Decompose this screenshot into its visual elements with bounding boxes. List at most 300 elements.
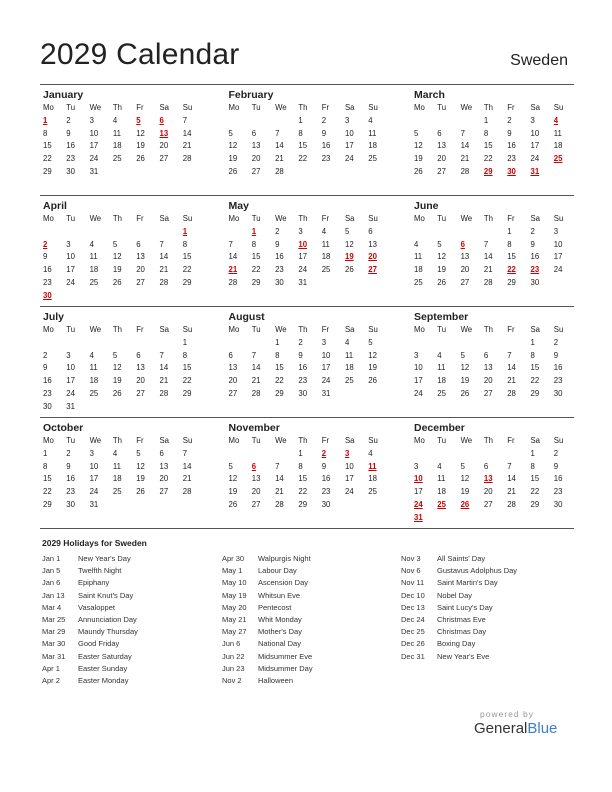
- day-cell: 27: [228, 388, 238, 398]
- weekday-header: Sa: [159, 103, 170, 112]
- day-cell: 8: [530, 350, 535, 360]
- empty-cell: [249, 337, 272, 350]
- day-cell: 12: [414, 141, 423, 151]
- weekday-header: Su: [553, 436, 564, 445]
- holiday-day-cell: 27: [368, 265, 377, 275]
- weekday-header: Su: [182, 436, 193, 445]
- day-cell: 2: [66, 448, 71, 458]
- weekday-header: Tu: [66, 436, 76, 445]
- generalblue-logo[interactable]: [474, 720, 557, 737]
- holiday-date: May 21: [222, 614, 247, 624]
- month-december: [411, 418, 574, 528]
- day-cell: 8: [275, 350, 280, 360]
- holiday-name: Epiphany: [78, 578, 110, 588]
- day-cell: 6: [136, 350, 141, 360]
- day-cell: 22: [530, 376, 540, 386]
- weekday-header: Sa: [159, 214, 170, 223]
- day-cell: 16: [321, 474, 331, 484]
- day-cell: 18: [344, 363, 354, 373]
- weekday-header: Fr: [321, 325, 330, 334]
- weekday-header: Sa: [530, 214, 541, 223]
- day-cell: 10: [553, 239, 563, 249]
- day-cell: 7: [460, 128, 465, 138]
- day-cell: 16: [553, 474, 563, 484]
- day-cell: 9: [43, 252, 48, 262]
- day-cell: 7: [182, 448, 188, 458]
- day-grid: [226, 102, 389, 179]
- day-cell: 25: [112, 487, 122, 497]
- weekday-header: Mo: [414, 325, 425, 334]
- weekday-header: Mo: [43, 214, 54, 223]
- month-name: October: [43, 422, 84, 434]
- day-cell: 17: [298, 252, 308, 262]
- holiday-day-cell: 25: [437, 499, 446, 509]
- day-cell: 5: [136, 448, 141, 458]
- month-name: May: [228, 200, 249, 212]
- day-cell: 15: [275, 363, 284, 373]
- weekday-header: Mo: [414, 214, 425, 223]
- day-cell: 14: [507, 363, 516, 373]
- day-cell: 22: [182, 376, 192, 386]
- day-grid: [411, 213, 574, 290]
- holiday-date: May 1: [222, 566, 243, 576]
- weekday-header: Sa: [344, 214, 355, 223]
- day-cell: 24: [66, 388, 75, 398]
- day-cell: 25: [89, 388, 99, 398]
- holiday-date: Jan 5: [42, 566, 61, 576]
- day-grid: [40, 213, 203, 303]
- day-cell: 8: [298, 461, 303, 471]
- day-cell: 3: [89, 115, 94, 125]
- day-cell: 21: [507, 487, 516, 497]
- weekday-header: Fr: [507, 214, 515, 223]
- day-cell: 1: [483, 115, 489, 125]
- empty-cell: [458, 337, 481, 350]
- day-cell: 18: [89, 376, 99, 386]
- day-cell: 15: [182, 252, 192, 262]
- holiday-day-cell: 31: [530, 166, 540, 176]
- holiday-date: Apr 1: [42, 663, 60, 673]
- holiday-date: May 27: [222, 627, 247, 637]
- holiday-name: New Year's Eve: [437, 651, 490, 661]
- empty-cell: [63, 226, 86, 239]
- month-october: [40, 418, 203, 528]
- day-cell: 28: [159, 277, 169, 287]
- day-cell: 28: [275, 499, 284, 509]
- day-cell: 1: [298, 448, 303, 458]
- holiday-entry: [222, 553, 397, 565]
- day-cell: 12: [112, 363, 122, 373]
- day-cell: 13: [460, 252, 470, 262]
- page-title: 2029 Calendar: [40, 38, 240, 71]
- holiday-entry: [42, 651, 217, 663]
- day-cell: 21: [159, 265, 169, 275]
- day-cell: 18: [553, 141, 563, 151]
- month-name: September: [414, 311, 469, 323]
- day-cell: 2: [66, 115, 71, 125]
- day-cell: 28: [275, 166, 284, 176]
- holiday-entry: [401, 651, 576, 663]
- holiday-name: Easter Saturday: [78, 651, 132, 661]
- day-cell: 12: [437, 252, 446, 262]
- day-cell: 30: [298, 388, 308, 398]
- holiday-day-cell: 30: [43, 290, 52, 300]
- day-cell: 27: [251, 499, 261, 509]
- empty-cell: [458, 226, 481, 239]
- weekday-header: Tu: [66, 325, 76, 334]
- day-cell: 24: [344, 487, 354, 497]
- empty-cell: [411, 115, 434, 128]
- holiday-entry: [222, 565, 397, 577]
- empty-cell: [411, 226, 434, 239]
- day-cell: 22: [530, 487, 540, 497]
- holiday-day-cell: 10: [414, 474, 423, 484]
- holiday-day-cell: 13: [483, 474, 493, 484]
- day-cell: 7: [159, 350, 164, 360]
- holiday-day-cell: 1: [182, 226, 188, 236]
- day-cell: 25: [344, 376, 354, 386]
- day-cell: 17: [66, 376, 75, 386]
- day-cell: 12: [136, 128, 145, 138]
- day-cell: 19: [414, 154, 423, 164]
- empty-cell: [156, 226, 179, 239]
- weekday-header: Fr: [507, 436, 515, 445]
- day-cell: 23: [43, 277, 52, 287]
- day-cell: 21: [275, 487, 284, 497]
- month-august: [226, 307, 389, 417]
- day-cell: 13: [159, 461, 169, 471]
- day-cell: 15: [182, 363, 192, 373]
- weekday-header: Th: [298, 436, 308, 445]
- day-cell: 19: [136, 474, 145, 484]
- day-cell: 3: [66, 239, 71, 249]
- holiday-date: Dec 13: [401, 602, 425, 612]
- day-cell: 29: [43, 166, 52, 176]
- day-cell: 26: [228, 499, 238, 509]
- day-cell: 9: [275, 239, 280, 249]
- day-cell: 6: [159, 448, 164, 458]
- weekday-header: Sa: [530, 103, 541, 112]
- day-cell: 8: [298, 128, 303, 138]
- empty-cell: [481, 448, 504, 461]
- day-cell: 16: [43, 376, 52, 386]
- day-cell: 12: [460, 474, 470, 484]
- day-cell: 10: [89, 461, 99, 471]
- month-row: [40, 306, 574, 417]
- day-cell: 9: [43, 363, 48, 373]
- empty-cell: [481, 337, 504, 350]
- day-cell: 8: [182, 350, 188, 360]
- holiday-day-cell: 20: [368, 252, 377, 262]
- day-cell: 9: [321, 128, 327, 138]
- day-cell: 13: [368, 239, 377, 249]
- day-cell: 4: [112, 115, 118, 125]
- day-cell: 6: [483, 350, 489, 360]
- day-cell: 29: [530, 499, 540, 509]
- day-cell: 13: [251, 474, 261, 484]
- holiday-day-cell: 29: [483, 166, 493, 176]
- day-cell: 6: [368, 226, 373, 236]
- day-cell: 8: [483, 128, 489, 138]
- month-row: [40, 84, 574, 195]
- day-cell: 18: [368, 474, 377, 484]
- holiday-name: Midsummer Eve: [258, 651, 313, 661]
- day-cell: 29: [182, 277, 192, 287]
- empty-cell: [63, 337, 86, 350]
- weekday-header: Fr: [321, 103, 330, 112]
- day-cell: 14: [507, 474, 516, 484]
- day-cell: 13: [251, 141, 261, 151]
- month-name: April: [43, 200, 67, 212]
- weekday-header: Sa: [530, 436, 541, 445]
- day-cell: 5: [368, 337, 373, 347]
- day-cell: 14: [159, 363, 169, 373]
- weekday-header: We: [275, 436, 287, 445]
- day-cell: 27: [483, 499, 493, 509]
- month-name: July: [43, 311, 65, 323]
- holiday-name: Whitsun Eve: [258, 590, 301, 600]
- day-cell: 19: [460, 376, 470, 386]
- weekday-header: Mo: [43, 325, 54, 334]
- holiday-name: Nobel Day: [437, 590, 473, 600]
- day-cell: 28: [182, 154, 192, 164]
- day-cell: 1: [43, 448, 48, 458]
- empty-cell: [110, 337, 133, 350]
- holiday-entry: [42, 626, 217, 638]
- holiday-column-3: [401, 553, 576, 663]
- holiday-entry: [222, 651, 397, 663]
- day-cell: 22: [43, 487, 52, 497]
- day-cell: 9: [298, 350, 303, 360]
- holiday-name: Easter Monday: [78, 675, 129, 685]
- holiday-entry: [222, 590, 397, 602]
- weekday-header: Su: [182, 325, 193, 334]
- day-cell: 3: [414, 350, 419, 360]
- holiday-day-cell: 19: [344, 252, 354, 262]
- weekday-header: We: [89, 325, 102, 334]
- weekday-header: Sa: [344, 325, 355, 334]
- day-cell: 8: [251, 239, 257, 249]
- day-cell: 30: [43, 401, 52, 411]
- day-cell: 23: [321, 487, 331, 497]
- day-cell: 13: [136, 252, 145, 262]
- weekday-header: We: [275, 214, 287, 223]
- day-cell: 30: [275, 277, 284, 287]
- weekday-header: Th: [298, 214, 308, 223]
- day-cell: 25: [368, 487, 377, 497]
- day-cell: 12: [228, 474, 238, 484]
- day-cell: 23: [507, 154, 516, 164]
- weekday-header: Su: [368, 436, 378, 445]
- holiday-entry: [222, 626, 397, 638]
- day-cell: 7: [507, 350, 512, 360]
- day-cell: 30: [66, 166, 75, 176]
- day-grid: [226, 435, 389, 512]
- day-cell: 20: [460, 265, 470, 275]
- day-cell: 6: [251, 128, 257, 138]
- holiday-entry: [42, 565, 217, 577]
- holiday-date: Dec 25: [401, 627, 425, 637]
- holiday-column-1: [42, 553, 217, 687]
- day-cell: 1: [530, 337, 535, 347]
- day-cell: 11: [321, 239, 330, 249]
- empty-cell: [226, 448, 249, 461]
- day-cell: 17: [414, 376, 423, 386]
- day-cell: 15: [530, 363, 540, 373]
- holiday-day-cell: 5: [136, 115, 141, 125]
- day-cell: 23: [298, 376, 308, 386]
- holiday-date: Dec 26: [401, 639, 425, 649]
- holiday-day-cell: 2: [321, 448, 327, 458]
- weekday-header: Su: [368, 103, 378, 112]
- weekday-header: Mo: [228, 325, 240, 334]
- holiday-date: Mar 30: [42, 639, 66, 649]
- day-cell: 1: [275, 337, 280, 347]
- day-cell: 17: [414, 487, 423, 497]
- month-name: November: [228, 422, 280, 434]
- holiday-day-cell: 2: [43, 239, 48, 249]
- day-cell: 16: [298, 363, 308, 373]
- day-cell: 8: [530, 461, 535, 471]
- day-cell: 7: [507, 461, 512, 471]
- empty-cell: [504, 337, 527, 350]
- empty-cell: [504, 448, 527, 461]
- day-cell: 25: [414, 277, 423, 287]
- day-cell: 29: [43, 499, 52, 509]
- day-cell: 4: [89, 350, 94, 360]
- holiday-date: Mar 25: [42, 614, 66, 624]
- month-march: [411, 85, 574, 195]
- day-cell: 14: [275, 141, 284, 151]
- day-cell: 12: [112, 252, 122, 262]
- weekday-header: Fr: [136, 436, 144, 445]
- day-cell: 15: [43, 141, 52, 151]
- holiday-entry: [401, 577, 576, 589]
- day-cell: 3: [89, 448, 94, 458]
- weekday-header: Sa: [159, 436, 170, 445]
- weekday-header: Fr: [507, 325, 515, 334]
- day-cell: 25: [437, 388, 446, 398]
- weekday-header: Sa: [344, 103, 355, 112]
- day-cell: 17: [553, 252, 563, 262]
- day-cell: 8: [182, 239, 188, 249]
- day-cell: 26: [136, 487, 145, 497]
- day-cell: 28: [251, 388, 261, 398]
- day-cell: 12: [136, 461, 145, 471]
- weekday-header: Tu: [251, 325, 261, 334]
- day-cell: 14: [228, 252, 238, 262]
- holiday-entry: [222, 675, 397, 687]
- weekday-header: Th: [112, 214, 122, 223]
- day-cell: 26: [437, 277, 446, 287]
- holiday-date: Nov 2: [222, 675, 242, 685]
- weekday-header: We: [89, 436, 102, 445]
- day-cell: 4: [321, 226, 327, 236]
- day-cell: 3: [321, 337, 327, 347]
- holiday-column-2: [222, 553, 397, 687]
- holiday-name: Labour Day: [258, 566, 297, 576]
- empty-cell: [156, 337, 179, 350]
- powered-by-text: powered by: [480, 709, 534, 719]
- holiday-date: Nov 11: [401, 578, 425, 588]
- day-cell: 14: [182, 461, 192, 471]
- day-cell: 12: [368, 350, 377, 360]
- weekday-header: Su: [553, 103, 564, 112]
- month-name: August: [228, 311, 265, 323]
- day-cell: 6: [437, 128, 442, 138]
- day-cell: 10: [66, 363, 75, 373]
- day-cell: 5: [460, 350, 465, 360]
- weekday-header: We: [275, 325, 287, 334]
- day-cell: 23: [43, 388, 52, 398]
- day-cell: 11: [437, 363, 446, 373]
- weekday-header: Fr: [507, 103, 515, 112]
- day-cell: 10: [344, 128, 354, 138]
- holidays-title: 2029 Holidays for Sweden: [42, 538, 147, 548]
- holiday-day-cell: 24: [414, 499, 423, 509]
- holiday-day-cell: 23: [530, 265, 540, 275]
- day-grid: [226, 213, 389, 290]
- weekday-header: We: [460, 103, 473, 112]
- weekday-header: Th: [112, 436, 122, 445]
- weekday-header: Su: [182, 214, 193, 223]
- day-cell: 28: [182, 487, 192, 497]
- weekday-header: Fr: [136, 214, 144, 223]
- month-row: [40, 417, 574, 529]
- day-grid: [226, 324, 389, 401]
- months-grid: [40, 84, 574, 529]
- day-cell: 27: [483, 388, 493, 398]
- day-cell: 9: [66, 461, 71, 471]
- day-cell: 9: [321, 461, 327, 471]
- day-cell: 22: [298, 487, 308, 497]
- day-grid: [40, 435, 203, 512]
- day-cell: 30: [553, 388, 563, 398]
- day-cell: 17: [89, 474, 99, 484]
- day-cell: 18: [321, 252, 331, 262]
- day-cell: 5: [228, 461, 233, 471]
- empty-cell: [249, 115, 272, 128]
- holiday-name: Maundy Thursday: [78, 627, 138, 637]
- day-cell: 26: [228, 166, 238, 176]
- day-cell: 24: [321, 376, 331, 386]
- holiday-entry: [222, 663, 397, 675]
- day-cell: 7: [159, 239, 164, 249]
- day-cell: 31: [321, 388, 331, 398]
- holiday-date: May 19: [222, 590, 247, 600]
- weekday-header: Mo: [43, 436, 54, 445]
- day-cell: 20: [483, 376, 493, 386]
- holiday-name: Whit Monday: [258, 614, 302, 624]
- weekday-header: We: [460, 436, 473, 445]
- day-cell: 11: [112, 128, 121, 138]
- holiday-day-cell: 10: [298, 239, 308, 249]
- day-cell: 10: [414, 363, 423, 373]
- day-cell: 26: [414, 166, 423, 176]
- holiday-day-cell: 6: [159, 115, 164, 125]
- day-cell: 2: [298, 337, 303, 347]
- country-label: Sweden: [510, 52, 568, 69]
- day-cell: 1: [298, 115, 303, 125]
- empty-cell: [87, 226, 110, 239]
- day-cell: 27: [159, 154, 169, 164]
- day-cell: 18: [89, 265, 99, 275]
- holiday-date: Jun 22: [222, 651, 245, 661]
- weekday-header: Th: [483, 325, 493, 334]
- day-cell: 7: [251, 350, 257, 360]
- day-cell: 13: [483, 363, 493, 373]
- day-cell: 18: [112, 474, 122, 484]
